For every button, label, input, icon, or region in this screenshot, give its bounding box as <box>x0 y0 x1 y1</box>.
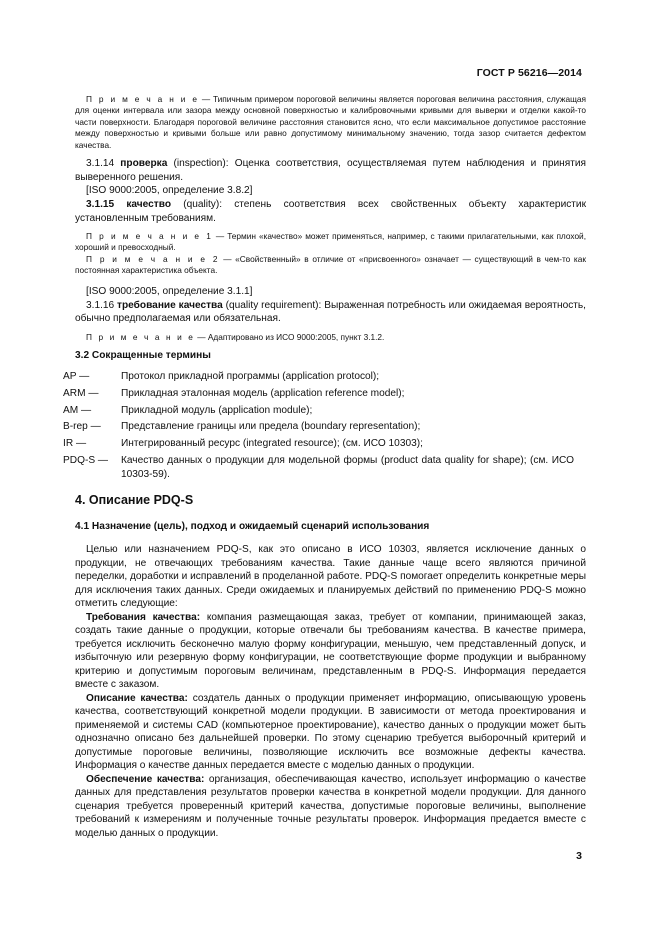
abbreviation-term: AP — <box>63 371 90 382</box>
note-label: П р и м е ч а н и е <box>86 332 195 342</box>
abbreviation-term: ARM — <box>63 388 99 399</box>
note-requirement <box>75 332 586 343</box>
note-text: — «Свойственный» в отличие от «присвоенного» означает — существующий в чем-то как постоянная характеристика объекта. <box>75 253 586 276</box>
note-text: — Термин «качество» может применяться, например, с такими прилагательными, как плохой, хороший и превосходный. <box>75 231 586 253</box>
abbreviation-definition: Прикладной модуль (application module); <box>121 405 313 416</box>
term-number: 3.1.16 <box>86 299 118 311</box>
abbreviation-term: PDQ-S — <box>63 455 109 466</box>
abbreviation-definition: Представление границы или предела (boundary representation); <box>121 421 421 432</box>
section-3-2-title: 3.2 Сокращенные термины <box>75 350 211 361</box>
term-name: требование качества <box>117 299 223 311</box>
note-label: П р и м е ч а н и е 1 <box>86 231 213 241</box>
paragraph-lead: Обеспечение качества: <box>86 773 205 785</box>
note-text: — Адаптировано из ИСО 9000:2005, пункт 3.1.2. <box>194 332 385 342</box>
term-number: 3.1.15 <box>86 199 127 210</box>
abbreviation-definition: Интегрированный ресурс (integrated resource); (см. ИСО 10303); <box>121 438 423 449</box>
document-id: ГОСТ Р 56216—2014 <box>476 67 582 79</box>
paragraph-lead: Требования качества: <box>86 611 201 623</box>
paragraph-text: создатель данных о продукции применяет информацию, описывающую уровень качества, соответствующий конкретной модели продукции. В зависимости от метода проектирования и применяемой и системы CAD (компьютерное проектирование), качество данных о продукции может быть однозначно описано без дальнейшей проверки. По этому сценарию требуется выборочный критерий и допустимые пороговые величины, позволяющие исключить все возможные дефекты качества. Информация о качестве данных передается вместе с моделью данных о продукции. <box>75 692 586 771</box>
term-number: 3.1.14 <box>86 158 121 169</box>
term-name: проверка <box>120 158 168 169</box>
term-3-1-15 <box>75 198 586 225</box>
abbreviation-term: B-rep — <box>63 421 101 432</box>
term-definition: (quality requirement): Выраженная потребность или ожидаемая вероятность, обычно предполагаемая или обязательная. <box>75 299 586 324</box>
notes-quality <box>75 231 586 277</box>
paragraph-requirements <box>75 611 586 692</box>
note-threshold <box>75 94 586 151</box>
term-definition: (inspection): Оценка соответствия, осуществляемая путем наблюдения и принятия выверенного решения. <box>75 158 586 183</box>
term-definition: (quality): степень соответствия всех свойственных объекту характеристик установленным требованиям. <box>75 199 587 224</box>
term-3-1-16 <box>75 285 586 326</box>
paragraph-assurance <box>75 773 586 841</box>
section-4-title: 4. Описание PDQ-S <box>75 493 194 507</box>
paragraph-intro: Целью или назначением PDQ-S, как это описано в ИСО 10303, является исключение данных о продукции, не отвечающих требованиям качества. Такие данные чаще всего являются причиной переделки, доработки и исправлений в проделанной работе. PDQ-S помогает определить конкретные меры для исключения таких данных. Среди ожидаемых и планируемых действий по применению PDQ-S можно отметить следующие: <box>75 544 586 609</box>
section-4-1-body <box>75 543 586 840</box>
paragraph-text: организация, обеспечивающая качество, использует информацию о качестве данных для представления результатов проверки качества в конкретной модели продукции. Для данного сценария требуется проверенный критерий качества, допустимые пороговые величины, выполнение требований к измерениям и полученные точные результаты проверок. Информация предается вместе с моделью данных о продукции. <box>75 773 586 839</box>
abbreviation-definition: Прикладная эталонная модель (application reference model); <box>121 388 405 399</box>
abbreviation-definition: Качество данных о продукции для модельной формы (product data quality for shape); (см. ИСО 10303-59). <box>121 455 574 480</box>
term-reference: [ISO 9000:2005, определение 3.1.1] <box>86 286 253 297</box>
term-3-1-14 <box>75 157 586 198</box>
paragraph-text: компания размещающая заказ, требует от компании, принимающей заказ, создать такие данные о продукции, которые отвечали бы требованиям качества. В качестве примера, требуется исключить бесконечно малую форму конфигурации, меньшую, чем представленный допуск, и избыточную или резервную форму конфигурации, не соответствующие форме продукции и выбранному критерию и допустимым пороговым величинам, представленным в PDQ-S. Информация передается вместе с заказом. <box>75 611 586 690</box>
note-label: П р и м е ч а н и е 2 <box>86 253 220 264</box>
paragraph-description <box>75 692 586 773</box>
note-text: — Типичным примером пороговой величины является пороговая величина расстояния, служащая для оценки интервала или зазора между основной поверхностью и калибровочными кривыми для выверки и отделки какой-то части поверхности. Благодаря пороговой величине расстояния становится ясно, что если максимальное допустимое расстояние между поверхностью и кривыми больше или равно допустимому минимальному значению, тогда зазор считается дефектом качества. <box>75 94 587 150</box>
abbreviation-term: AM — <box>63 405 92 416</box>
page-number: 3 <box>576 850 582 862</box>
term-name: качество <box>126 199 172 210</box>
note-label: П р и м е ч а н и е <box>86 94 200 104</box>
term-reference: [ISO 9000:2005, определение 3.8.2] <box>86 185 253 196</box>
abbreviation-term: IR — <box>63 438 87 449</box>
abbreviation-definition: Протокол прикладной программы (application protocol); <box>121 371 380 382</box>
paragraph-lead: Описание качества: <box>86 692 188 704</box>
section-4-1-title: 4.1 Назначение (цель), подход и ожидаемый сценарий использования <box>75 521 430 532</box>
